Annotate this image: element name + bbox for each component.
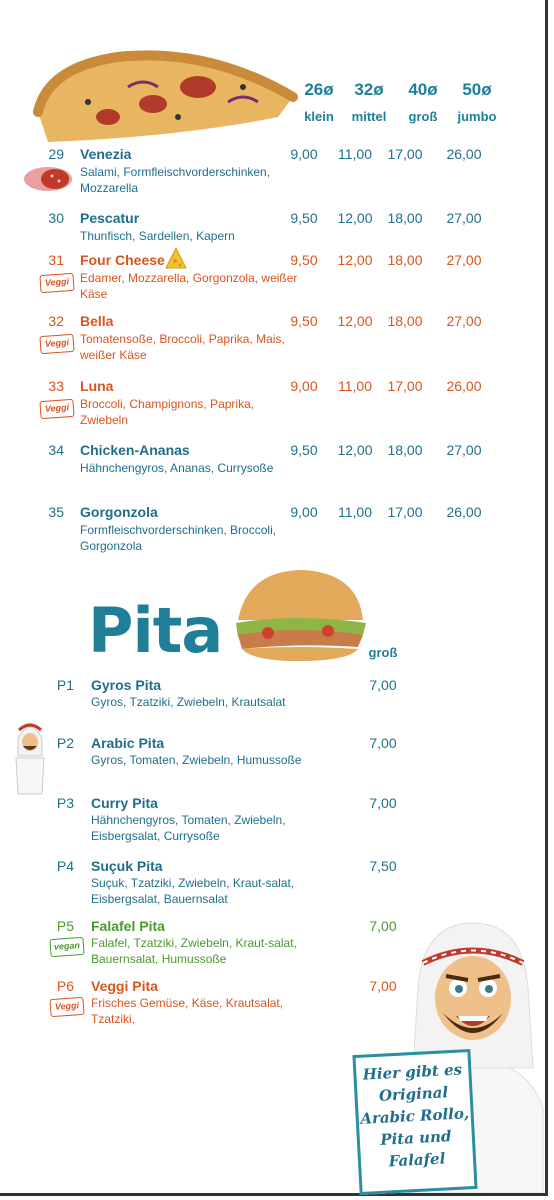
item-price: 9,00: [290, 378, 318, 394]
item-number: 30: [48, 210, 64, 226]
item-number: 31: [48, 252, 64, 268]
size-diameter: 26ø: [304, 80, 334, 99]
item-name: Gorgonzola: [80, 504, 158, 520]
item-price: 12,00: [337, 313, 373, 329]
item-price: 18,00: [387, 210, 423, 226]
item-description: Edamer, Mozzarella, Gorgonzola, weißer Käse: [80, 271, 298, 301]
size-label: jumbo: [457, 109, 497, 124]
sign-line: Arabic Rollo,: [359, 1104, 470, 1128]
item-description: Formfleischvorderschinken, Broccoli, Gorgonzola: [80, 523, 277, 553]
veggi-badge: Veggi: [39, 334, 74, 354]
item-name: Falafel Pita: [91, 918, 165, 934]
sign-line: Original: [378, 1083, 449, 1105]
item-name: Pescatur: [80, 210, 140, 226]
size-label: klein: [304, 109, 334, 124]
cheese-icon: [164, 246, 188, 272]
item-description: Thunfisch, Sardellen, Kapern: [80, 229, 235, 243]
character-small-illustration: [10, 716, 50, 796]
item-name: Luna: [80, 378, 114, 394]
item-price: 11,00: [338, 378, 372, 394]
pita-section-title: Pita: [88, 594, 223, 667]
item-name: Gyros Pita: [91, 677, 162, 693]
item-number: P3: [56, 795, 74, 811]
item-name: Curry Pita: [91, 795, 158, 811]
item-number: P5: [56, 918, 74, 934]
item-description: Suçuk, Tzatziki, Zwiebeln, Kraut-salat, Eisbergsalat, Bauernsalat: [91, 876, 295, 906]
size-label: groß: [408, 109, 438, 124]
item-price: 17,00: [387, 504, 423, 520]
item-name: Chicken-Ananas: [80, 442, 190, 458]
item-description: Tomatensoße, Broccoli, Paprika, Mais, weißer Käse: [80, 332, 285, 362]
sign-line: Pita und: [379, 1127, 452, 1149]
item-name: Suçuk Pita: [91, 858, 163, 874]
sign-line: Hier gibt es: [362, 1060, 463, 1084]
item-price: 7,00: [369, 795, 397, 811]
item-price: 27,00: [446, 442, 482, 458]
item-price: 17,00: [387, 146, 423, 162]
item-price: 18,00: [387, 252, 423, 268]
item-price: 18,00: [387, 313, 423, 329]
item-price: 17,00: [387, 378, 423, 394]
item-price: 7,00: [369, 978, 397, 994]
item-price: 26,00: [446, 504, 482, 520]
item-price: 27,00: [446, 313, 482, 329]
size-diameter: 40ø: [408, 80, 438, 99]
sign-line: Falafel: [388, 1149, 446, 1171]
item-description: Frisches Gemüse, Käse, Krautsalat, Tzatziki,: [91, 996, 284, 1026]
pita-size-label: groß: [368, 645, 398, 660]
pita-sandwich-illustration: [228, 565, 368, 665]
item-price: 12,00: [337, 210, 373, 226]
item-name: Bella: [80, 313, 114, 329]
size-label: mittel: [351, 109, 387, 124]
item-price: 18,00: [387, 442, 423, 458]
promo-sign: [352, 1049, 477, 1195]
pizza-slice-illustration: [28, 42, 298, 142]
item-description: Hähnchengyros, Ananas, Currysoße: [80, 461, 274, 475]
item-number: 29: [48, 146, 64, 162]
item-price: 26,00: [446, 378, 482, 394]
item-price: 9,50: [290, 252, 318, 268]
item-description: Hähnchengyros, Tomaten, Zwiebeln, Eisbergsalat, Currysoße: [91, 813, 286, 843]
item-name: Veggi Pita: [91, 978, 158, 994]
veggi-badge: Veggi: [39, 273, 74, 293]
item-description: Falafel, Tzatziki, Zwiebeln, Kraut-salat, Bauernsalat, Humussoße: [91, 936, 297, 966]
item-price: 9,00: [290, 146, 318, 162]
item-price: 9,50: [290, 442, 318, 458]
item-number: P6: [56, 978, 74, 994]
item-number: P2: [56, 735, 74, 751]
item-description: Gyros, Tomaten, Zwiebeln, Humussoße: [91, 753, 302, 767]
item-price: 26,00: [446, 146, 482, 162]
item-price: 9,50: [290, 210, 318, 226]
item-number: P4: [56, 858, 74, 874]
veggi-badge: Veggi: [39, 399, 74, 419]
salami-icon: [22, 164, 74, 194]
item-name: Arabic Pita: [91, 735, 165, 751]
item-price: 7,00: [369, 918, 397, 934]
item-price: 9,50: [290, 313, 318, 329]
item-price: 7,00: [369, 735, 397, 751]
item-number: 35: [48, 504, 64, 520]
item-name: Venezia: [80, 146, 132, 162]
item-description: Salami, Formfleischvorderschinken, Mozzarella: [80, 165, 271, 195]
item-number: P1: [56, 677, 74, 693]
item-number: 33: [48, 378, 64, 394]
vegan-badge: vegan: [49, 937, 84, 957]
item-description: Gyros, Tzatziki, Zwiebeln, Krautsalat: [91, 695, 286, 709]
item-price: 12,00: [337, 252, 373, 268]
item-name: Four Cheese: [80, 252, 165, 268]
item-price: 9,00: [290, 504, 318, 520]
item-price: 7,00: [369, 677, 397, 693]
size-diameter: 32ø: [354, 80, 384, 99]
item-price: 27,00: [446, 210, 482, 226]
item-number: 34: [48, 442, 64, 458]
size-diameter: 50ø: [462, 80, 492, 99]
item-price: 7,50: [369, 858, 397, 874]
item-price: 11,00: [338, 146, 372, 162]
item-price: 27,00: [446, 252, 482, 268]
item-price: 11,00: [338, 504, 372, 520]
item-number: 32: [48, 313, 64, 329]
veggi-badge: Veggi: [49, 997, 84, 1017]
item-description: Broccoli, Champignons, Paprika, Zwiebeln: [80, 397, 255, 427]
item-price: 12,00: [337, 442, 373, 458]
